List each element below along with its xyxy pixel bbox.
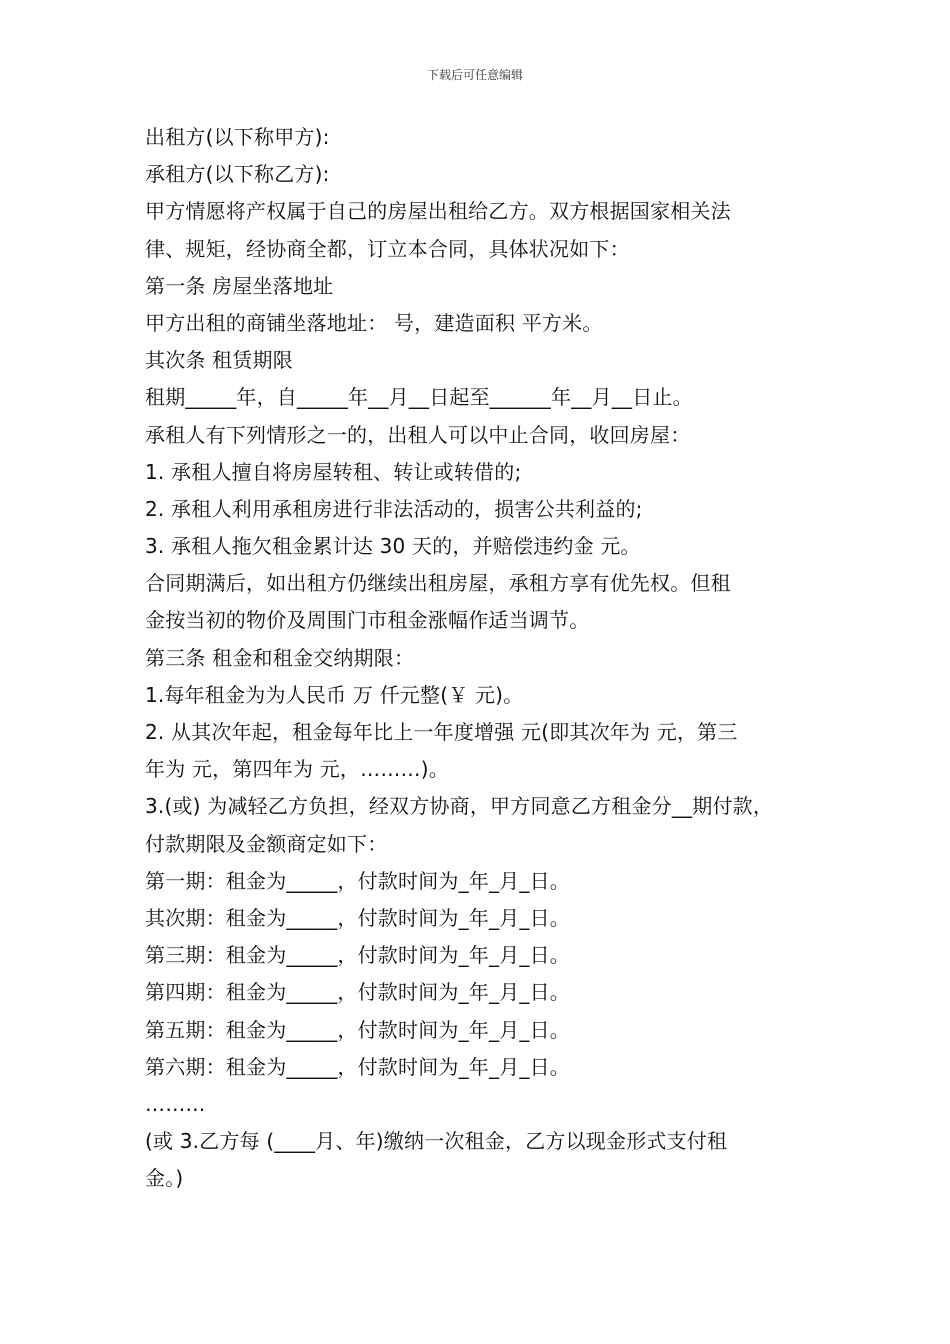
contract-body: [145, 119, 825, 1197]
text-line: 3.(或) 为减轻乙方负担，经双方协商，甲方同意乙方租金分__期付款，: [145, 794, 774, 819]
section-heading: 第三条 租金和租金交纳期限：: [145, 645, 415, 670]
installment-line: 第六期：租金为_____，付款时间为_年_月_日。: [145, 1054, 570, 1079]
installment-line: 其次期：租金为_____，付款时间为_年_月_日。: [145, 905, 570, 930]
installment-line: 第五期：租金为_____，付款时间为_年_月_日。: [145, 1017, 570, 1042]
text-line: 甲方出租的商铺坐落地址： 号，建造面积 平方米。: [145, 310, 603, 335]
installment-line: 第一期：租金为_____，付款时间为_年_月_日。: [145, 868, 570, 893]
ellipsis-line: ………: [145, 1091, 206, 1116]
text-line: 租期_____年，自_____年__月__日起至______年__月__日止。: [145, 385, 693, 410]
text-line: 1.每年租金为为人民币 万 仟元整(￥ 元)。: [145, 682, 524, 707]
text-line: 合同期满后，如出租方仍继续出租房屋，承租方享有优先权。但租: [145, 571, 731, 596]
text-line: 2. 从其次年起，租金每年比上一年度增强 元(即其次年为 元，第三: [145, 720, 738, 744]
text-line: 承租人有下列情形之一的，出租人可以中止合同，收回房屋：: [145, 422, 691, 447]
section-heading: 其次条 租赁期限: [145, 348, 293, 373]
text-line: 1. 承租人擅自将房屋转租、转让或转借的;: [145, 459, 522, 484]
page-header: 下载后可任意编辑: [426, 68, 523, 82]
text-line: 出租方(以下称甲方):: [145, 125, 330, 149]
text-line: 3. 承租人拖欠租金累计达 30 天的，并赔偿违约金 元。: [145, 534, 641, 559]
text-line: 年为 元，第四年为 元，………)。: [145, 757, 449, 782]
text-line: 金按当初的物价及周围门市租金涨幅作适当调节。: [145, 608, 590, 633]
text-line: 承租方(以下称乙方):: [145, 162, 330, 187]
installment-line: 第四期：租金为_____，付款时间为_年_月_日。: [145, 980, 570, 1005]
text-line: 金。): [145, 1166, 184, 1191]
text-line: 付款期限及金额商定如下：: [145, 831, 388, 856]
text-line: 律、规矩，经协商全都，订立本合同，具体状况如下：: [145, 236, 630, 261]
text-line: (或 3.乙方每 (____月、年)缴纳一次租金，乙方以现金形式支付租: [145, 1129, 728, 1154]
installment-line: 第三期：租金为_____，付款时间为_年_月_日。: [145, 943, 570, 968]
section-heading: 第一条 房屋坐落地址: [145, 273, 334, 298]
text-line: 甲方情愿将产权属于自己的房屋出租给乙方。双方根据国家相关法: [145, 199, 731, 224]
text-line: 2. 承租人利用承租房进行非法活动的，损害公共利益的;: [145, 496, 643, 521]
